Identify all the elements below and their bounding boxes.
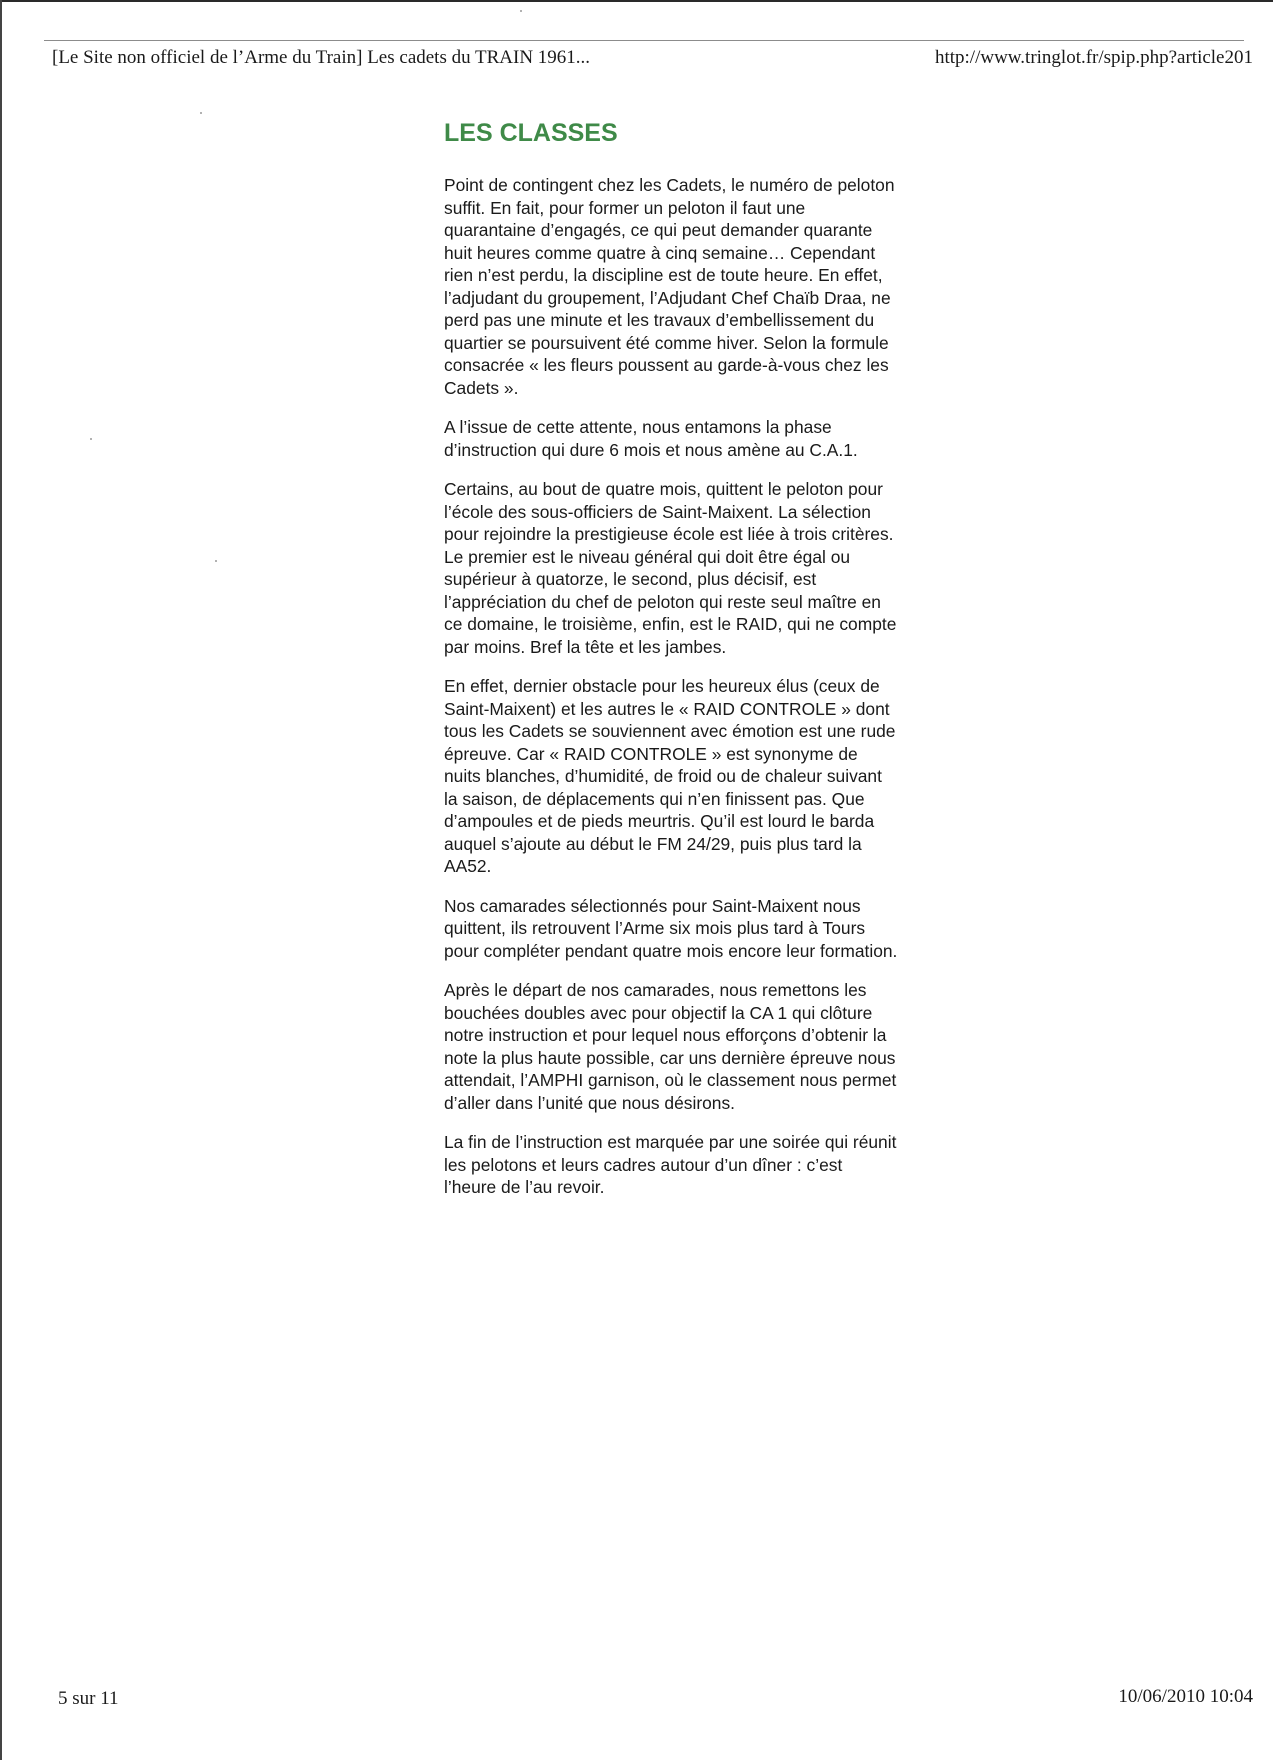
article-body bbox=[444, 118, 899, 1216]
article-title: LES CLASSES bbox=[444, 119, 618, 147]
print-footer-page-number: 5 sur 11 bbox=[58, 1688, 119, 1709]
article-paragraph: Point de contingent chez les Cadets, le numéro de peloton suffit. En fait, pour former un peloton il faut une quarantaine d’engagés, ce qui peut demander quarante huit heures comme quatre à cinq semaine… Cependant rien n’est perdu, la discipline est de toute heure. En effet, l’adjudant du groupement, l’Adjudant Chef Chaïb Draa, ne perd pas une minute et les travaux d’embellissement du quartier se poursuivent été comme hiver. Selon la formule consacrée « les fleurs poussent au garde-à-vous chez les Cadets ». bbox=[444, 175, 895, 398]
scan-speck bbox=[215, 560, 217, 562]
article-paragraph: A l’issue de cette attente, nous entamons la phase d’instruction qui dure 6 mois et nous amène au C.A.1. bbox=[444, 417, 858, 460]
header-rule bbox=[44, 40, 1244, 41]
scan-left-edge bbox=[0, 0, 2, 1760]
article-paragraph: La fin de l’instruction est marquée par une soirée qui réunit les pelotons et leurs cadres autour d’un dîner : c’est l’heure de l’au revoir. bbox=[444, 1132, 897, 1197]
article-paragraph: En effet, dernier obstacle pour les heureux élus (ceux de Saint-Maixent) et les autres le « RAID CONTROLE » dont tous les Cadets se souviennent avec émotion est une rude épreuve. Car « RAID CONTROLE » est synonyme de nuits blanches, d’humidité, de froid ou de chaleur suivant la saison, de déplacements qui n’en finissent pas. Que d’ampoules et de pieds meurtris. Qu’il est lourd le barda auquel s’ajoute au début le FM 24/29, puis plus tard la AA52. bbox=[444, 676, 896, 876]
scan-top-edge bbox=[0, 0, 1273, 2]
print-header-url: http://www.tringlot.fr/spip.php?article201 bbox=[934, 47, 1253, 68]
article-paragraph: Après le départ de nos camarades, nous remettons les bouchées doubles avec pour objectif la CA 1 qui clôture notre instruction et pour lequel nous efforçons d’obtenir la note la plus haute possible, car uns dernière épreuve nous attendait, l’AMPHI garnison, où le classement nous permet d’aller dans l’unité que nous désirons. bbox=[444, 980, 897, 1113]
scan-speck bbox=[520, 10, 522, 12]
print-header-page-title: [Le Site non officiel de l’Arme du Train] Les cadets du TRAIN 1961... bbox=[52, 47, 591, 68]
article-paragraph: Nos camarades sélectionnés pour Saint-Maixent nous quittent, ils retrouvent l’Arme six mois plus tard à Tours pour compléter pendant quatre mois encore leur formation. bbox=[444, 895, 898, 961]
scan-speck bbox=[90, 438, 92, 440]
article-paragraph: Certains, au bout de quatre mois, quittent le peloton pour l’école des sous-officiers de Saint-Maixent. La sélection pour rejoindre la prestigieuse école est liée à trois critères. Le premier est le niveau général qui doit être égal ou supérieur à quatorze, le second, plus décisif, est l’appréciation du chef de peloton qui reste seul maître en ce domaine, le troisième, enfin, est le RAID, qui ne compte par moins. Bref la tête et les jambes. bbox=[444, 479, 897, 657]
print-footer-timestamp: 10/06/2010 10:04 bbox=[1118, 1686, 1253, 1707]
scan-speck bbox=[200, 112, 202, 114]
